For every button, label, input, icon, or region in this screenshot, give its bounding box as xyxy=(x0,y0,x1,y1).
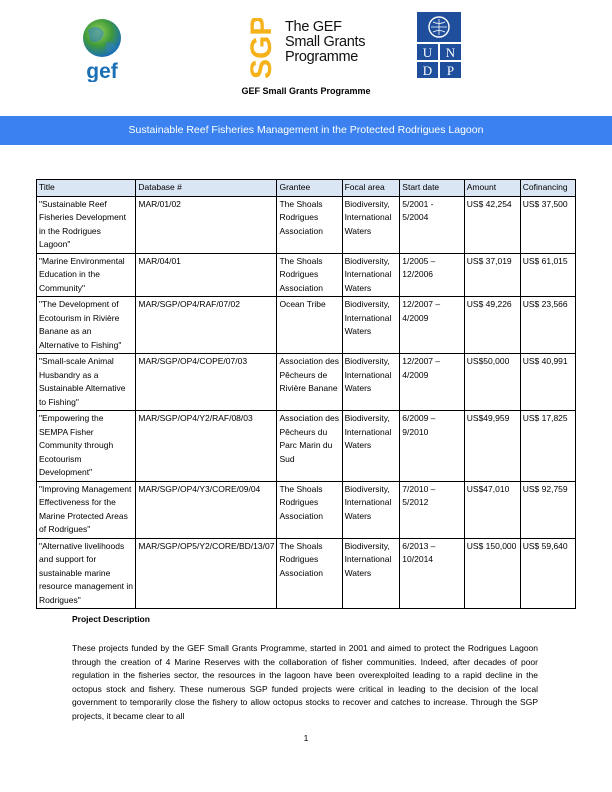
cell-start-date: 5/2001 - 5/2004 xyxy=(400,196,464,253)
table-header-row xyxy=(37,180,576,197)
cell-focal-area: Biodiversity, International Waters xyxy=(342,538,400,609)
cell-cofinancing: US$ 23,566 xyxy=(520,297,575,354)
logo-row xyxy=(0,12,612,82)
cell-cofinancing: US$ 59,640 xyxy=(520,538,575,609)
cell-database: MAR/01/02 xyxy=(136,196,277,253)
header-start-date: Start date xyxy=(400,180,464,197)
cell-amount: US$50,000 xyxy=(464,354,520,411)
project-banner: Sustainable Reef Fisheries Management in the Protected Rodrigues Lagoon xyxy=(0,116,612,145)
section-title: Project Description xyxy=(72,614,150,624)
svg-text:SGP: SGP xyxy=(245,18,278,79)
svg-text:N: N xyxy=(445,45,456,60)
header-grantee: Grantee xyxy=(277,180,342,197)
cell-grantee: The Shoals Rodrigues Association xyxy=(277,538,342,609)
cell-database: MAR/SGP/OP4/COPE/07/03 xyxy=(136,354,277,411)
cell-database: MAR/04/01 xyxy=(136,253,277,297)
header-cofinancing: Cofinancing xyxy=(520,180,575,197)
cell-title: "Empowering the SEMPA Fisher Community through Ecotourism Development" xyxy=(37,411,136,482)
header-title: Title xyxy=(37,180,136,197)
cell-cofinancing: US$ 17,825 xyxy=(520,411,575,482)
cell-focal-area: Biodiversity, International Waters xyxy=(342,253,400,297)
document-header: GEF Small Grants Programme xyxy=(241,86,371,96)
cell-amount: US$ 49,226 xyxy=(464,297,520,354)
cell-title: "Sustainable Reef Fisheries Development in the Rodrigues Lagoon" xyxy=(37,196,136,253)
table-row xyxy=(37,253,576,297)
cell-database: MAR/SGP/OP5/Y2/CORE/BD/13/07 xyxy=(136,538,277,609)
cell-cofinancing: US$ 37,500 xyxy=(520,196,575,253)
svg-text:P: P xyxy=(446,63,455,78)
cell-title: "The Development of Ecotourism in Rivière Banane as an Alternative to Fishing" xyxy=(37,297,136,354)
svg-text:D: D xyxy=(422,63,433,78)
description-paragraph: These projects funded by the GEF Small Grants Programme, started in 2001 and aimed to protect the Rodrigues Lagoon through the creation of 4 Marine Reserves with the collaboration of fisher communities. Indeed, after decades of poor regulation in the fisheries sector, the resources in the lagoon have been overexploited leading to a rapid decline in the octopus stock and fishery. These numerous SGP funded projects were critical in leading to the decision of the local government to temporarily close the fishery to allow octopus stocks to recover and catches to increase. Through the SGP projects, it became clear to all xyxy=(72,643,538,721)
cell-cofinancing: US$ 61,015 xyxy=(520,253,575,297)
cell-database: MAR/SGP/OP4/RAF/07/02 xyxy=(136,297,277,354)
cell-title: "Alternative livelihoods and support for sustainable marine resource management in Rodrigues" xyxy=(37,538,136,609)
header-focal-area: Focal area xyxy=(342,180,400,197)
table-row xyxy=(37,411,576,482)
cell-grantee: Association des Pêcheurs du Parc Marin du Sud xyxy=(277,411,342,482)
cell-focal-area: Biodiversity, International Waters xyxy=(342,481,400,538)
cell-grantee: Ocean Tribe xyxy=(277,297,342,354)
table-row xyxy=(37,354,576,411)
table-row xyxy=(37,297,576,354)
cell-amount: US$49,959 xyxy=(464,411,520,482)
cell-start-date: 6/2009 – 9/2010 xyxy=(400,411,464,482)
cell-focal-area: Biodiversity, International Waters xyxy=(342,297,400,354)
cell-focal-area: Biodiversity, International Waters xyxy=(342,411,400,482)
cell-focal-area: Biodiversity, International Waters xyxy=(342,354,400,411)
sgp-logo xyxy=(238,18,378,80)
header-database: Database # xyxy=(136,180,277,197)
cell-amount: US$ 42,254 xyxy=(464,196,520,253)
cell-title: "Marine Environmental Education in the Community" xyxy=(37,253,136,297)
undp-logo xyxy=(417,12,461,78)
cell-focal-area: Biodiversity, International Waters xyxy=(342,196,400,253)
cell-amount: US$47,010 xyxy=(464,481,520,538)
cell-amount: US$ 37,019 xyxy=(464,253,520,297)
cell-cofinancing: US$ 92,759 xyxy=(520,481,575,538)
cell-start-date: 7/2010 – 5/2012 xyxy=(400,481,464,538)
cell-start-date: 1/2005 – 12/2006 xyxy=(400,253,464,297)
cell-grantee: The Shoals Rodrigues Association xyxy=(277,481,342,538)
cell-grantee: The Shoals Rodrigues Association xyxy=(277,253,342,297)
cell-start-date: 6/2013 – 10/2014 xyxy=(400,538,464,609)
cell-grantee: Association des Pêcheurs de Rivière Banane xyxy=(277,354,342,411)
cell-grantee: The Shoals Rodrigues Association xyxy=(277,196,342,253)
table-row xyxy=(37,196,576,253)
gef-logo-text: gef xyxy=(86,60,118,82)
cell-start-date: 12/2007 – 4/2009 xyxy=(400,297,464,354)
table-row xyxy=(37,481,576,538)
cell-database: MAR/SGP/OP4/Y2/RAF/08/03 xyxy=(136,411,277,482)
projects-table xyxy=(36,179,576,609)
sgp-mark xyxy=(238,18,282,80)
header-amount: Amount xyxy=(464,180,520,197)
cell-cofinancing: US$ 40,991 xyxy=(520,354,575,411)
gef-logo xyxy=(72,16,132,82)
page-number: 1 xyxy=(303,733,309,743)
cell-amount: US$ 150,000 xyxy=(464,538,520,609)
table-row xyxy=(37,538,576,609)
sgp-logo-text: The GEF Small Grants Programme xyxy=(285,19,366,65)
cell-database: MAR/SGP/OP4/Y3/CORE/09/04 xyxy=(136,481,277,538)
svg-text:U: U xyxy=(422,45,433,60)
cell-start-date: 12/2007 – 4/2009 xyxy=(400,354,464,411)
cell-title: "Small-scale Animal Husbandry as a Sustainable Alternative to Fishing" xyxy=(37,354,136,411)
cell-title: "Improving Management Effectiveness for the Marine Protected Areas of Rodrigues" xyxy=(37,481,136,538)
